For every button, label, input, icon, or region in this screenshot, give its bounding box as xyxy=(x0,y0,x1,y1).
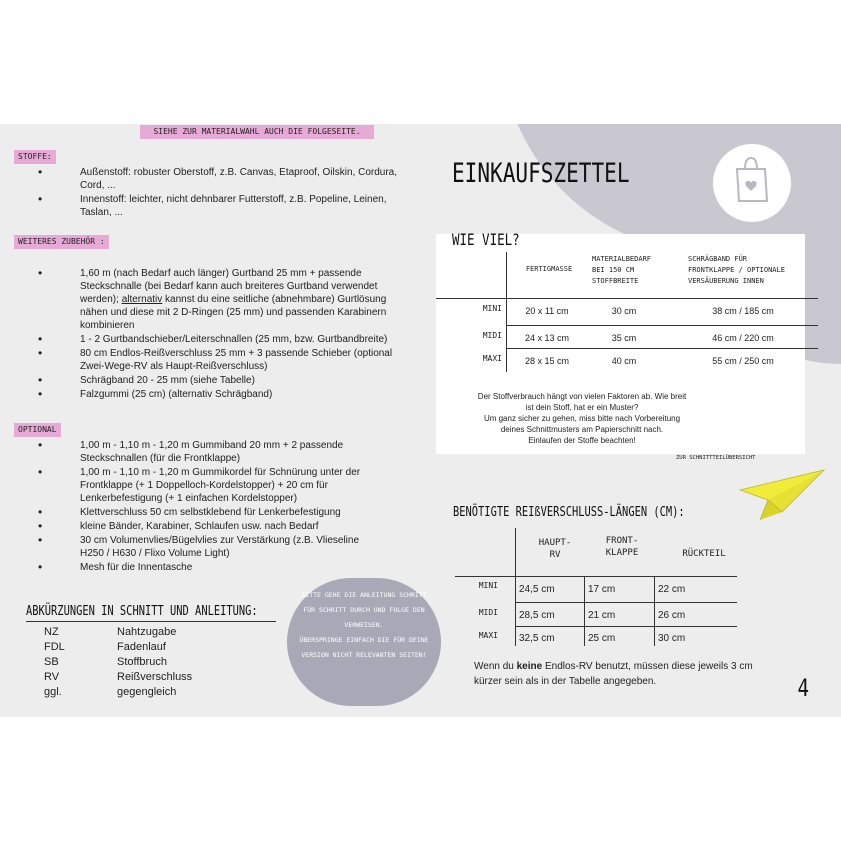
stoffe-list xyxy=(38,165,410,220)
abk-value: Nahtzugabe xyxy=(117,626,177,638)
table-divider xyxy=(506,252,507,372)
bubble-line: FÜR SCHRITT DURCH UND FOLGE DEN xyxy=(303,606,425,614)
table-cell: 46 cm / 220 cm xyxy=(712,333,774,343)
abk-heading: ABKÜRZUNGEN IN SCHNITT UND ANLEITUNG: xyxy=(26,604,258,619)
table-cell: 30 cm xyxy=(658,633,686,644)
list-item: • Innenstoff: leichter, nicht dehnbarer Futterstoff, z.B. Popeline, Leinen, Taslan, ... xyxy=(38,192,387,218)
zubehoer-list xyxy=(38,266,410,402)
table-cell: 24,5 cm xyxy=(519,584,555,595)
material-note: SIEHE ZUR MATERIALWAHL AUCH DIE FOLGESEITE. xyxy=(140,125,374,139)
table-cell: 35 cm xyxy=(611,333,637,343)
table-cell: 55 cm / 250 cm xyxy=(712,356,774,366)
table-cell: 20 x 11 cm xyxy=(525,306,569,316)
abk-key: RV xyxy=(44,671,60,683)
row-label: MAXI xyxy=(482,354,502,363)
abk-value: Stoffbruch xyxy=(117,656,167,668)
instruction-bubble xyxy=(287,578,441,706)
zip-heading: BENÖTIGTE REIßVERSCHLUSS-LÄNGEN (CM): xyxy=(453,505,685,520)
list-item: • 80 cm Endlos-Reißverschluss 25 mm + 3 passende Schieber (optional Zwei-Wege-RV als Haupt-Reißverschluss) xyxy=(38,346,393,372)
bubble-line: BITTE GEHE DIE ANLEITUNG SCHRITT xyxy=(301,591,427,599)
abk-key: SB xyxy=(44,656,59,668)
abk-key: NZ xyxy=(44,626,59,638)
table-divider xyxy=(455,576,737,577)
zubehoer-heading: WEITERES ZUBEHÖR : xyxy=(14,235,109,249)
table-cell: 28 x 15 cm xyxy=(524,356,570,366)
bubble-line: VERSION NICHT RELEVANTEN SEITEN! xyxy=(301,651,427,659)
optional-list xyxy=(38,438,380,575)
table-divider xyxy=(515,528,516,646)
shopping-bag-badge xyxy=(713,144,791,222)
abk-underline xyxy=(26,621,276,622)
bubble-line: VERWEISEN. xyxy=(344,621,384,629)
col-header: FERTIGMASSE xyxy=(525,265,573,273)
col-header: HAUPT- RV xyxy=(538,538,572,560)
abk-value: gegengleich xyxy=(117,686,177,698)
row-label: MIDI xyxy=(482,331,502,340)
abk-value: Fadenlauf xyxy=(117,641,166,653)
col-header: RÜCKTEIL xyxy=(682,549,726,559)
wieviel-heading: WIE VIEL? xyxy=(452,230,520,249)
table-cell: 17 cm xyxy=(588,584,616,595)
list-item: • 1,00 m - 1,10 m - 1,20 m Gummiband 20 mm + 2 passende Steckschnallen (für die Frontklappe) xyxy=(38,438,344,464)
table-divider xyxy=(506,348,818,349)
abk-key: FDL xyxy=(44,641,65,653)
list-item: • 1,00 m - 1,10 m - 1,20 m Gummikordel für Schnürung unter der Frontklappe (+ 1 Doppelloch-Kordelstopper) + 20 cm für Lenkerbefestigung (+ 1 einfachen Kordelstopper) xyxy=(38,465,361,504)
table-divider xyxy=(584,576,585,646)
table-divider xyxy=(436,298,818,299)
row-label: MIDI xyxy=(478,608,498,617)
list-item: • Außenstoff: robuster Oberstoff, z.B. Canvas, Etaproof, Oilskin, Cordura, Cord, ... xyxy=(38,165,397,191)
table-cell: 21 cm xyxy=(588,610,616,621)
list-item: • 1,60 m (nach Bedarf auch länger) Gurtband 25 mm + passende Steckschnalle (bei Bedarf kann auch breiteres Gurtband verwendet werden); alternativ kannst du eine seitliche (abnehmbare) Gurtlösung nähen und diese mit 2 D-Ringen (25 mm) und passenden Karabinern kombinieren xyxy=(38,266,387,331)
table-cell: 30 cm xyxy=(611,306,637,316)
optional-heading: OPTIONAL xyxy=(14,423,61,437)
col-header: FRONT- KLAPPE xyxy=(605,536,639,558)
list-item: • Falzgummi (25 cm) (alternativ Schrägband) xyxy=(38,387,273,401)
table-divider xyxy=(506,325,818,326)
list-item: • Mesh für die Innentasche xyxy=(38,560,193,574)
fabric-note: Der Stoffverbrauch hängt von vielen Faktoren ab. Wie breit ist dein Stoff, hat er ein Muster? Um ganz sicher zu gehen, miss bitte nach Vorbereitung deines Schnittmusters am Papierschnitt nach. Einlaufen der Stoffe beachten! xyxy=(477,392,687,445)
row-label: MINI xyxy=(482,304,502,313)
table-cell: 22 cm xyxy=(658,584,686,595)
bubble-line: ÜBERSPRINGE EINFACH DIE FÜR DEINE xyxy=(299,636,429,644)
row-label: MINI xyxy=(478,581,498,590)
table-divider xyxy=(654,576,655,646)
table-cell: 26 cm xyxy=(658,610,686,621)
page xyxy=(0,124,841,717)
abk-value: Reißverschluss xyxy=(117,671,193,683)
list-item: • Schrägband 20 - 25 mm (siehe Tabelle) xyxy=(38,373,255,387)
abk-key: ggl. xyxy=(44,686,62,698)
table-divider xyxy=(515,626,737,627)
table-cell: 28,5 cm xyxy=(519,610,555,621)
list-item: • kleine Bänder, Karabiner, Schlaufen usw. nach Bedarf xyxy=(38,519,319,533)
stoffe-heading: STOFFE: xyxy=(14,150,56,164)
table-divider xyxy=(515,602,737,603)
table-cell: 40 cm xyxy=(611,356,637,366)
table-cell: 25 cm xyxy=(588,633,616,644)
page-title: EINKAUFSZETTEL xyxy=(452,158,630,189)
paper-plane-icon xyxy=(738,462,828,524)
table-cell: 38 cm / 185 cm xyxy=(712,306,774,316)
col-header: SCHRÄGBAND FÜR FRONTKLAPPE / OPTIONALE VERSÄUBERUNG INNEN xyxy=(688,255,785,285)
row-label: MAXI xyxy=(478,631,498,640)
list-item: • 30 cm Volumenvlies/Bügelvlies zur Verstärkung (z.B. Vlieseline H250 / H630 / Flixo Volume Light) xyxy=(38,533,360,559)
table-cell: 32,5 cm xyxy=(519,633,555,644)
zip-note: Wenn du keine Endlos-RV benutzt, müssen diese jeweils 3 cm kürzer sein als in der Tabelle angegeben. xyxy=(474,661,753,687)
pattern-overview-link[interactable]: ZUR SCHNITTTEILÜBERSICHT xyxy=(676,455,756,461)
list-item: • Klettverschluss 50 cm selbstklebend für Lenkerbefestigung xyxy=(38,505,341,519)
shopping-bag-heart-icon xyxy=(713,144,791,222)
col-header: MATERIALBEDARF BEI 150 CM STOFFBREITE xyxy=(592,255,652,285)
table-cell: 24 x 13 cm xyxy=(524,333,570,343)
page-number: 4 xyxy=(797,674,810,702)
list-item: • 1 - 2 Gurtbandschieber/Leiterschnallen (25 mm, bzw. Gurtbandbreite) xyxy=(38,332,388,346)
